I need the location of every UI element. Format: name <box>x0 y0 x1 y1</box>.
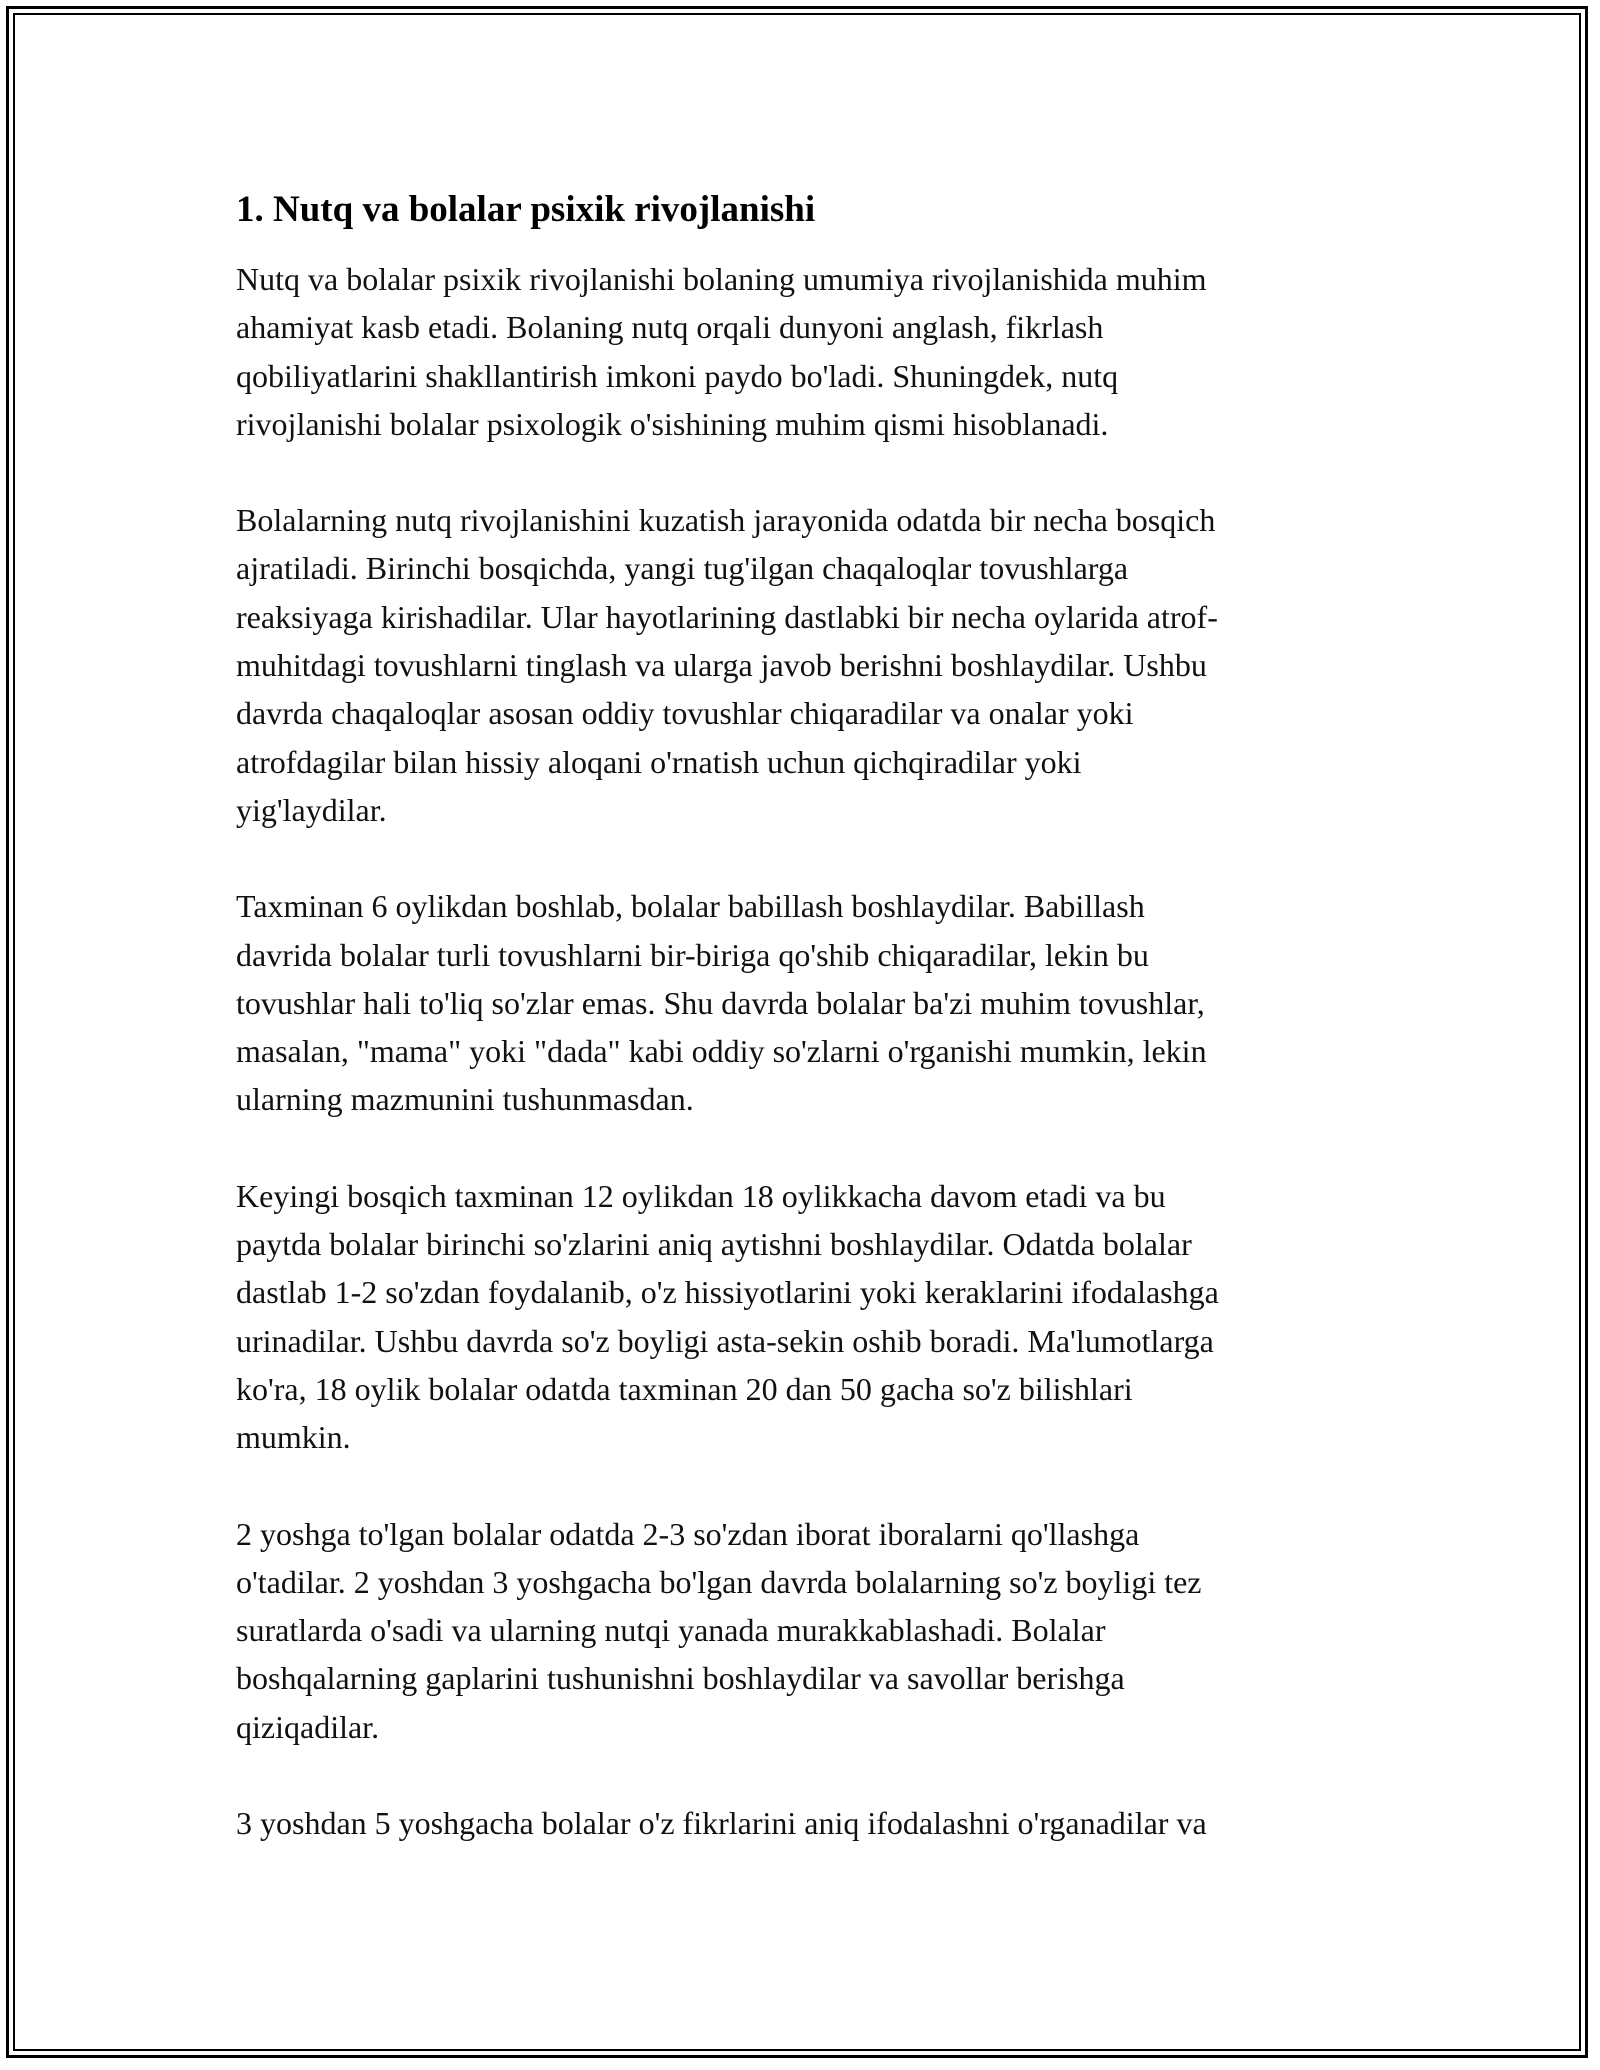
text-line: davrida bolalar turli tovushlarni bir-biriga qo'shib chiqaradilar, lekin bu <box>236 936 1149 973</box>
text-line: Nutq va bolalar psixik rivojlanishi bolaning umumiya rivojlanishida muhim <box>236 261 1207 297</box>
paragraph-5 <box>236 1510 1366 1751</box>
text-line: urinadilar. Ushbu davrda so'z boyligi asta-sekin oshib boradi. Ma'lumotlarga <box>236 1322 1214 1359</box>
paragraph-4 <box>236 1172 1366 1462</box>
text-line: o'tadilar. 2 yoshdan 3 yoshgacha bo'lgan davrda bolalarning so'z boyligi tez <box>236 1563 1202 1600</box>
text-line: Bolalarning nutq rivojlanishini kuzatish jarayonida odatda bir necha bosqich <box>236 502 1216 539</box>
text-line: masalan, "mama" yoki "dada" kabi oddiy so'zlarni o'rganishi mumkin, lekin <box>236 1033 1207 1070</box>
text-line: qobiliyatlarini shakllantirish imkoni paydo bo'ladi. Shuningdek, nutq <box>236 357 1119 394</box>
text-line: ko'ra, 18 oylik bolalar odatda taxminan 20 dan 50 gacha so'z bilishlari <box>236 1370 1133 1407</box>
text-line: Keyingi bosqich taxminan 12 oylikdan 18 oylikkacha davom etadi va bu <box>236 1177 1166 1214</box>
text-line: boshqalarning gaplarini tushunishni boshlaydilar va savollar berishga <box>236 1660 1125 1697</box>
paragraph-1 <box>236 255 1366 448</box>
text-line: suratlarda o'sadi va ularning nutqi yanada murakkablashadi. Bolalar <box>236 1612 1106 1649</box>
section-heading: 1. Nutq va bolalar psixik rivojlanishi <box>236 189 816 230</box>
text-line: 2 yoshga to'lgan bolalar odatda 2-3 so'zdan iborat iboralarni qo'llashga <box>236 1515 1140 1552</box>
text-line: yig'laydilar. <box>236 791 387 828</box>
text-line: 3 yoshdan 5 yoshgacha bolalar o'z fikrlarini aniq ifodalashni o'rganadilar va <box>236 1805 1207 1842</box>
text-line: qiziqadilar. <box>236 1708 380 1745</box>
paragraph-3 <box>236 882 1366 1123</box>
paragraph-2 <box>236 496 1366 834</box>
text-line: davrda chaqaloqlar asosan oddiy tovushlar chiqaradilar va onalar yoki <box>236 695 1134 732</box>
text-line: ajratiladi. Birinchi bosqichda, yangi tug'ilgan chaqaloqlar tovushlarga <box>236 550 1129 587</box>
text-line: ahamiyat kasb etadi. Bolaning nutq orqali dunyoni anglash, fikrlash <box>236 309 1104 346</box>
text-line: paytda bolalar birinchi so'zlarini aniq aytishni boshlaydilar. Odatda bolalar <box>236 1226 1192 1263</box>
text-line: tovushlar hali to'liq so'zlar emas. Shu davrda bolalar ba'zi muhim tovushlar, <box>236 984 1205 1021</box>
text-line: Taxminan 6 oylikdan boshlab, bolalar babillash boshlaydilar. Babillash <box>236 888 1145 925</box>
text-line: rivojlanishi bolalar psixologik o'sishining muhim qismi hisoblanadi. <box>236 405 1109 442</box>
document-body <box>236 186 1366 1895</box>
text-line: atrofdagilar bilan hissiy aloqani o'rnatish uchun qichqiradilar yoki <box>236 743 1082 780</box>
text-line: mumkin. <box>236 1419 351 1456</box>
text-line: muhitdagi tovushlarni tinglash va ularga javob berishni boshlaydilar. Ushbu <box>236 647 1207 684</box>
paragraph-6 <box>236 1799 1366 1847</box>
text-line: ularning mazmunini tushunmasdan. <box>236 1081 694 1118</box>
text-line: reaksiyaga kirishadilar. Ular hayotlarining dastlabki bir necha oylarida atrof- <box>236 598 1218 635</box>
text-line: dastlab 1-2 so'zdan foydalanib, o'z hissiyotlarini yoki keraklarini ifodalashga <box>236 1274 1219 1311</box>
